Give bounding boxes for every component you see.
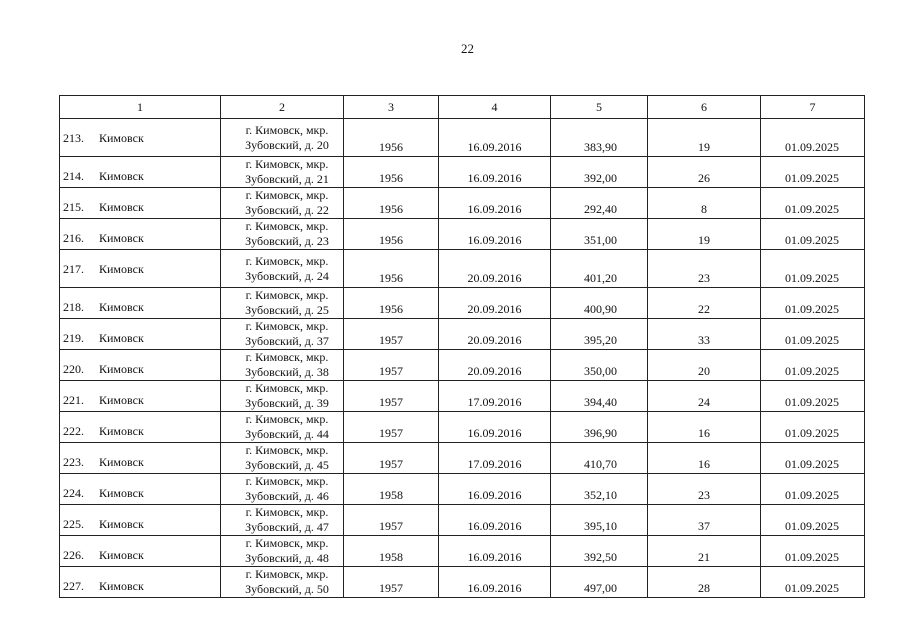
locality-name: Кимовск bbox=[99, 455, 144, 469]
locality-cell bbox=[60, 443, 221, 474]
address-line-2: Зубовский, д. 47 bbox=[245, 520, 329, 534]
plan-date-cell: 01.09.2025 bbox=[761, 505, 865, 536]
row-number: 220. bbox=[63, 362, 84, 376]
locality-name: Кимовск bbox=[99, 200, 144, 214]
address-line-1: г. Кимовск, мкр. bbox=[245, 443, 329, 457]
table-row bbox=[60, 505, 865, 536]
date-cell: 20.09.2016 bbox=[439, 288, 551, 319]
row-number: 225. bbox=[63, 517, 84, 531]
address-cell bbox=[221, 412, 344, 443]
table-row bbox=[60, 188, 865, 219]
column-header-4: 4 bbox=[439, 96, 551, 119]
area-cell: 497,00 bbox=[551, 567, 648, 598]
address-line-1: г. Кимовск, мкр. bbox=[245, 288, 329, 302]
locality-cell bbox=[60, 157, 221, 188]
build-year-cell: 1957 bbox=[344, 443, 439, 474]
build-year-cell: 1958 bbox=[344, 536, 439, 567]
locality-cell bbox=[60, 350, 221, 381]
locality-name: Кимовск bbox=[99, 579, 144, 593]
table-row bbox=[60, 157, 865, 188]
build-year-cell: 1957 bbox=[344, 567, 439, 598]
build-year-cell: 1956 bbox=[344, 250, 439, 288]
build-year-cell: 1957 bbox=[344, 505, 439, 536]
locality-cell bbox=[60, 505, 221, 536]
build-year-cell: 1957 bbox=[344, 381, 439, 412]
address-cell bbox=[221, 319, 344, 350]
locality-cell bbox=[60, 536, 221, 567]
address-cell bbox=[221, 350, 344, 381]
locality-cell bbox=[60, 250, 221, 288]
address-line-1: г. Кимовск, мкр. bbox=[245, 536, 329, 550]
count-cell: 16 bbox=[648, 412, 761, 443]
plan-date-cell: 01.09.2025 bbox=[761, 288, 865, 319]
column-header-5: 5 bbox=[551, 96, 648, 119]
area-cell: 392,50 bbox=[551, 536, 648, 567]
count-cell: 28 bbox=[648, 567, 761, 598]
address-cell bbox=[221, 219, 344, 250]
area-cell: 401,20 bbox=[551, 250, 648, 288]
plan-date-cell: 01.09.2025 bbox=[761, 319, 865, 350]
address-cell bbox=[221, 474, 344, 505]
address-line-1: г. Кимовск, мкр. bbox=[245, 412, 329, 426]
address-line-1: г. Кимовск, мкр. bbox=[245, 567, 329, 581]
area-cell: 351,00 bbox=[551, 219, 648, 250]
table-row bbox=[60, 536, 865, 567]
locality-cell bbox=[60, 288, 221, 319]
address-line-1: г. Кимовск, мкр. bbox=[245, 350, 329, 364]
plan-date-cell: 01.09.2025 bbox=[761, 443, 865, 474]
row-number: 226. bbox=[63, 548, 84, 562]
address-line-1: г. Кимовск, мкр. bbox=[245, 157, 329, 171]
address-line-1: г. Кимовск, мкр. bbox=[245, 219, 329, 233]
address-line-2: Зубовский, д. 50 bbox=[245, 582, 329, 596]
area-cell: 395,20 bbox=[551, 319, 648, 350]
address-cell bbox=[221, 119, 344, 157]
locality-name: Кимовск bbox=[99, 486, 144, 500]
table-header-row bbox=[60, 96, 865, 119]
date-cell: 20.09.2016 bbox=[439, 350, 551, 381]
date-cell: 16.09.2016 bbox=[439, 412, 551, 443]
address-line-1: г. Кимовск, мкр. bbox=[245, 122, 329, 137]
row-number: 214. bbox=[63, 169, 84, 183]
address-line-1: г. Кимовск, мкр. bbox=[245, 381, 329, 395]
address-line-1: г. Кимовск, мкр. bbox=[245, 253, 329, 268]
plan-date-cell: 01.09.2025 bbox=[761, 250, 865, 288]
address-line-1: г. Кимовск, мкр. bbox=[245, 474, 329, 488]
build-year-cell: 1957 bbox=[344, 412, 439, 443]
count-cell: 23 bbox=[648, 250, 761, 288]
plan-date-cell: 01.09.2025 bbox=[761, 567, 865, 598]
date-cell: 17.09.2016 bbox=[439, 381, 551, 412]
plan-date-cell: 01.09.2025 bbox=[761, 350, 865, 381]
table-row bbox=[60, 474, 865, 505]
locality-name: Кимовск bbox=[99, 393, 144, 407]
address-line-2: Зубовский, д. 46 bbox=[245, 489, 329, 503]
page-number: 22 bbox=[461, 41, 474, 56]
address-cell bbox=[221, 567, 344, 598]
date-cell: 16.09.2016 bbox=[439, 474, 551, 505]
locality-cell bbox=[60, 567, 221, 598]
row-number: 227. bbox=[63, 579, 84, 593]
table-row bbox=[60, 567, 865, 598]
row-number: 218. bbox=[63, 300, 84, 314]
table-row bbox=[60, 443, 865, 474]
date-cell: 16.09.2016 bbox=[439, 219, 551, 250]
locality-name: Кимовск bbox=[99, 262, 144, 276]
area-cell: 400,90 bbox=[551, 288, 648, 319]
area-cell: 292,40 bbox=[551, 188, 648, 219]
table-row bbox=[60, 219, 865, 250]
count-cell: 37 bbox=[648, 505, 761, 536]
date-cell: 16.09.2016 bbox=[439, 536, 551, 567]
count-cell: 24 bbox=[648, 381, 761, 412]
address-cell bbox=[221, 381, 344, 412]
column-header-6: 6 bbox=[648, 96, 761, 119]
row-number: 217. bbox=[63, 262, 84, 276]
address-line-1: г. Кимовск, мкр. bbox=[245, 505, 329, 519]
table-row bbox=[60, 288, 865, 319]
date-cell: 16.09.2016 bbox=[439, 119, 551, 157]
plan-date-cell: 01.09.2025 bbox=[761, 119, 865, 157]
area-cell: 392,00 bbox=[551, 157, 648, 188]
area-cell: 352,10 bbox=[551, 474, 648, 505]
area-cell: 395,10 bbox=[551, 505, 648, 536]
address-cell bbox=[221, 188, 344, 219]
address-line-2: Зубовский, д. 23 bbox=[245, 234, 329, 248]
locality-name: Кимовск bbox=[99, 169, 144, 183]
address-line-2: Зубовский, д. 38 bbox=[245, 365, 329, 379]
plan-date-cell: 01.09.2025 bbox=[761, 157, 865, 188]
date-cell: 16.09.2016 bbox=[439, 157, 551, 188]
build-year-cell: 1957 bbox=[344, 350, 439, 381]
address-cell bbox=[221, 157, 344, 188]
column-header-2: 2 bbox=[221, 96, 344, 119]
address-cell bbox=[221, 288, 344, 319]
build-year-cell: 1957 bbox=[344, 319, 439, 350]
build-year-cell: 1956 bbox=[344, 288, 439, 319]
row-number: 221. bbox=[63, 393, 84, 407]
table-row bbox=[60, 381, 865, 412]
locality-cell bbox=[60, 474, 221, 505]
locality-name: Кимовск bbox=[99, 300, 144, 314]
address-line-2: Зубовский, д. 37 bbox=[245, 334, 329, 348]
address-line-1: г. Кимовск, мкр. bbox=[245, 319, 329, 333]
count-cell: 8 bbox=[648, 188, 761, 219]
locality-cell bbox=[60, 188, 221, 219]
plan-date-cell: 01.09.2025 bbox=[761, 536, 865, 567]
table-row bbox=[60, 119, 865, 157]
column-header-7: 7 bbox=[761, 96, 865, 119]
address-line-2: Зубовский, д. 45 bbox=[245, 458, 329, 472]
build-year-cell: 1956 bbox=[344, 219, 439, 250]
count-cell: 23 bbox=[648, 474, 761, 505]
plan-date-cell: 01.09.2025 bbox=[761, 381, 865, 412]
date-cell: 16.09.2016 bbox=[439, 188, 551, 219]
address-cell bbox=[221, 443, 344, 474]
address-line-2: Зубовский, д. 22 bbox=[245, 203, 329, 217]
plan-date-cell: 01.09.2025 bbox=[761, 474, 865, 505]
row-number: 215. bbox=[63, 200, 84, 214]
locality-name: Кимовск bbox=[99, 517, 144, 531]
locality-name: Кимовск bbox=[99, 548, 144, 562]
area-cell: 396,90 bbox=[551, 412, 648, 443]
area-cell: 383,90 bbox=[551, 119, 648, 157]
row-number: 213. bbox=[63, 131, 84, 145]
address-line-2: Зубовский, д. 20 bbox=[245, 137, 329, 152]
area-cell: 394,40 bbox=[551, 381, 648, 412]
address-line-2: Зубовский, д. 48 bbox=[245, 551, 329, 565]
column-header-3: 3 bbox=[344, 96, 439, 119]
address-cell bbox=[221, 505, 344, 536]
address-line-2: Зубовский, д. 25 bbox=[245, 303, 329, 317]
table-row bbox=[60, 412, 865, 443]
date-cell: 16.09.2016 bbox=[439, 505, 551, 536]
locality-cell bbox=[60, 412, 221, 443]
housing-registry-table bbox=[59, 95, 865, 598]
row-number: 216. bbox=[63, 231, 84, 245]
count-cell: 19 bbox=[648, 119, 761, 157]
locality-cell bbox=[60, 319, 221, 350]
build-year-cell: 1956 bbox=[344, 188, 439, 219]
row-number: 222. bbox=[63, 424, 84, 438]
plan-date-cell: 01.09.2025 bbox=[761, 412, 865, 443]
column-header-1: 1 bbox=[60, 96, 221, 119]
locality-cell bbox=[60, 119, 221, 157]
address-line-2: Зубовский, д. 24 bbox=[245, 268, 329, 283]
table-row bbox=[60, 319, 865, 350]
locality-name: Кимовск bbox=[99, 331, 144, 345]
locality-name: Кимовск bbox=[99, 231, 144, 245]
build-year-cell: 1956 bbox=[344, 157, 439, 188]
address-cell bbox=[221, 250, 344, 288]
count-cell: 21 bbox=[648, 536, 761, 567]
date-cell: 17.09.2016 bbox=[439, 443, 551, 474]
address-line-2: Зубовский, д. 44 bbox=[245, 427, 329, 441]
area-cell: 350,00 bbox=[551, 350, 648, 381]
date-cell: 20.09.2016 bbox=[439, 319, 551, 350]
build-year-cell: 1958 bbox=[344, 474, 439, 505]
row-number: 219. bbox=[63, 331, 84, 345]
count-cell: 19 bbox=[648, 219, 761, 250]
table-row bbox=[60, 350, 865, 381]
row-number: 223. bbox=[63, 455, 84, 469]
locality-name: Кимовск bbox=[99, 424, 144, 438]
build-year-cell: 1956 bbox=[344, 119, 439, 157]
plan-date-cell: 01.09.2025 bbox=[761, 188, 865, 219]
plan-date-cell: 01.09.2025 bbox=[761, 219, 865, 250]
count-cell: 20 bbox=[648, 350, 761, 381]
address-line-2: Зубовский, д. 39 bbox=[245, 396, 329, 410]
count-cell: 26 bbox=[648, 157, 761, 188]
date-cell: 20.09.2016 bbox=[439, 250, 551, 288]
locality-name: Кимовск bbox=[99, 362, 144, 376]
count-cell: 33 bbox=[648, 319, 761, 350]
date-cell: 16.09.2016 bbox=[439, 567, 551, 598]
locality-cell bbox=[60, 219, 221, 250]
address-cell bbox=[221, 536, 344, 567]
table-row bbox=[60, 250, 865, 288]
address-line-2: Зубовский, д. 21 bbox=[245, 172, 329, 186]
count-cell: 16 bbox=[648, 443, 761, 474]
row-number: 224. bbox=[63, 486, 84, 500]
locality-name: Кимовск bbox=[99, 131, 144, 145]
area-cell: 410,70 bbox=[551, 443, 648, 474]
count-cell: 22 bbox=[648, 288, 761, 319]
locality-cell bbox=[60, 381, 221, 412]
address-line-1: г. Кимовск, мкр. bbox=[245, 188, 329, 202]
